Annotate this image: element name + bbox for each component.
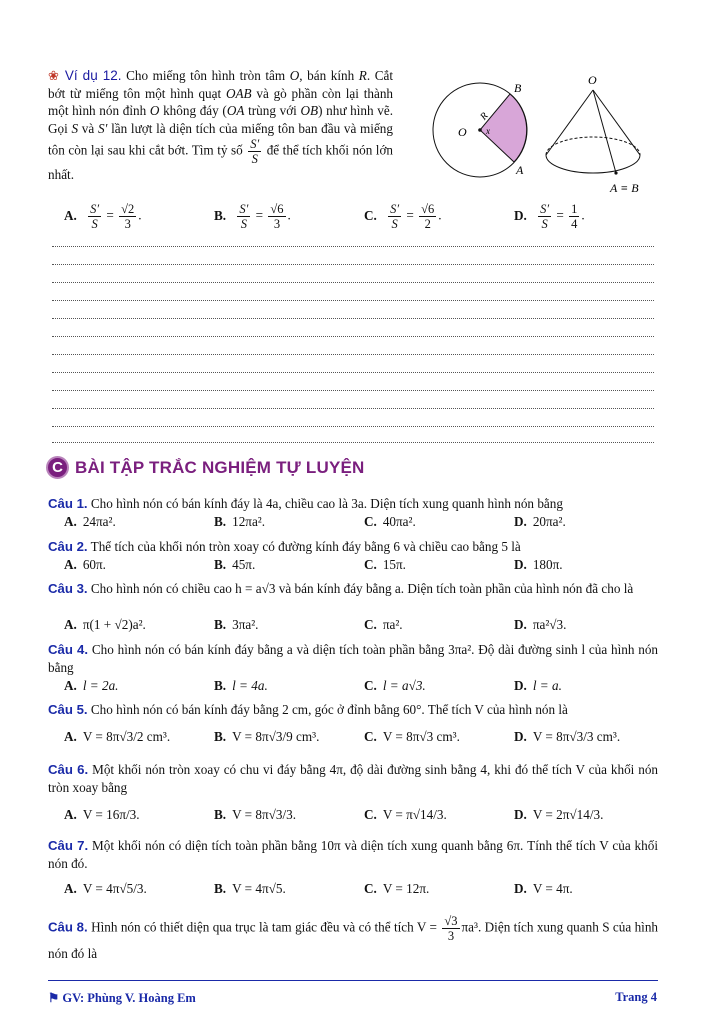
q2-option-d[interactable]: D. 180π.: [514, 557, 563, 572]
footer-page-number: Trang 4: [615, 990, 657, 1004]
q4-option-a[interactable]: A. l = 2a.: [64, 678, 119, 693]
q3-option-d[interactable]: D. πa²√3.: [514, 617, 567, 632]
question-6-options: [48, 806, 658, 824]
q6-option-a[interactable]: A. V = 16π/3.: [64, 807, 140, 822]
example-options: [48, 202, 658, 238]
q7-option-b[interactable]: B. V = 4π√5.: [214, 881, 286, 896]
example-option-b[interactable]: B. $\frac{S'}{S}$ = $\frac{√6}{3}$ .: [214, 202, 291, 231]
q3-option-c[interactable]: C. πa².: [364, 617, 403, 632]
question-7-options: [48, 880, 658, 898]
q7-option-d[interactable]: D. V = 4π.: [514, 881, 573, 896]
question-4: Câu 4. Cho hình nón có bán kính đáy bằng a và diện tích toàn phần bằng 3πa². Độ dài đường sinh l của hình nón bằng: [48, 642, 659, 675]
label-ab: A ≡ B: [610, 181, 639, 195]
q2-option-b[interactable]: B. 45π.: [214, 557, 256, 572]
question-4-options: [48, 677, 658, 695]
footer-divider: [48, 980, 658, 981]
dotted-line: [52, 246, 654, 247]
dotted-line: [52, 264, 654, 265]
circle-sector-figure: [410, 70, 545, 185]
q6-option-b[interactable]: B. V = 8π√3/3.: [214, 807, 297, 822]
q7-option-a[interactable]: A. V = 4π√5/3.: [64, 881, 147, 896]
ratio-fraction: $\frac{S'}{S}$: [250, 137, 260, 166]
question-5-options: [48, 728, 658, 746]
dotted-line: [52, 336, 654, 337]
graduation-cap-icon: ⚑: [48, 991, 60, 1005]
q6-option-c[interactable]: C. V = π√14/3.: [364, 807, 447, 822]
dotted-line: [52, 372, 654, 373]
dotted-line: [52, 442, 654, 443]
q3-option-b[interactable]: B. 3πa².: [214, 617, 259, 632]
puzzle-icon: ❀: [48, 68, 61, 83]
q1-option-c[interactable]: C. 40πa².: [364, 514, 416, 529]
question-3-options: [48, 616, 658, 634]
section-title: BÀI TẬP TRẮC NGHIỆM TỰ LUYỆN: [75, 457, 365, 477]
dotted-line: [52, 318, 654, 319]
example-option-c[interactable]: C. $\frac{S'}{S}$ = $\frac{√6}{2}$ .: [364, 202, 442, 231]
q5-option-b[interactable]: B. V = 8π√3/9 cm³.: [214, 729, 320, 744]
q4-option-c[interactable]: C. l = a√3.: [364, 678, 426, 693]
q3-option-a[interactable]: A. π(1 + √2)a².: [64, 617, 146, 632]
question-1: Câu 1. Cho hình nón có bán kính đáy là 4a, chiều cao là 3a. Diện tích xung quanh hình nón bằng: [48, 496, 563, 511]
q4-option-d[interactable]: D. l = a.: [514, 678, 562, 693]
q5-option-c[interactable]: C. V = 8π√3 cm³.: [364, 729, 460, 744]
example-12-text: ❀ Ví dụ 12. Cho miếng tôn hình tròn tâm O, bán kính R. Cắt bớt từ miếng tôn một hình quạt OAB và gò phần còn lại thành một hình nón đỉnh O không đáy (OA trùng với OB) như hình vẽ. Gọi S và S′ lần lượt là diện tích của miếng tôn ban đầu và miếng tôn còn lại sau khi cắt bớt. Tìm tỷ số $\frac{S'}{S}$ để thể tích khối nón lớn nhất.: [48, 68, 394, 182]
question-2: Câu 2. Thể tích của khối nón tròn xoay có đường kính đáy bằng 6 và chiều cao bằng 5 là: [48, 539, 521, 554]
q1-option-b[interactable]: B. 12πa².: [214, 514, 266, 529]
label-r: R: [478, 110, 491, 123]
example-option-d[interactable]: D. $\frac{S'}{S}$ = $\frac{1}{4}$ .: [514, 202, 585, 231]
dotted-line: [52, 390, 654, 391]
dotted-line: [52, 354, 654, 355]
question-1-options: [48, 513, 658, 531]
q6-option-d[interactable]: D. V = 2π√14/3.: [514, 807, 604, 822]
dotted-line: [52, 300, 654, 301]
example-option-a[interactable]: A. $\frac{S'}{S}$ = $\frac{√2}{3}$ .: [64, 202, 142, 231]
question-6: Câu 6. Một khối nón tròn xoay có chu vi đáy bằng 4π, độ dài đường sinh bằng 4, khi đó thể tích V của khối nón tròn xoay bằng: [48, 762, 659, 795]
label-o-circle: O: [458, 125, 467, 139]
q2-option-c[interactable]: C. 15π.: [364, 557, 406, 572]
q2-option-a[interactable]: A. 60π.: [64, 557, 106, 572]
dotted-line: [52, 282, 654, 283]
example-label: Ví dụ 12.: [64, 68, 122, 83]
question-5: Câu 5. Cho hình nón có bán kính đáy bằng 2 cm, góc ở đỉnh bằng 60°. Thể tích V của hình nón là: [48, 702, 568, 717]
q5-option-d[interactable]: D. V = 8π√3/3 cm³.: [514, 729, 621, 744]
footer-author: ⚑ GV: Phùng V. Hoàng Em: [48, 991, 196, 1005]
q1-option-d[interactable]: D. 20πa².: [514, 514, 566, 529]
question-7: Câu 7. Một khối nón có diện tích toàn phần bằng 10π và diện tích xung quanh bằng 6π. Tính thể tích V của khối nón đó.: [48, 838, 659, 871]
dotted-line: [52, 408, 654, 409]
question-3: Câu 3. Cho hình nón có chiều cao h = a√3 và bán kính đáy bằng a. Diện tích toàn phần của hình nón đã cho là: [48, 581, 634, 596]
dotted-line: [52, 426, 654, 427]
section-header: [46, 456, 365, 479]
section-badge: C: [46, 456, 69, 479]
q1-option-a[interactable]: A. 24πa².: [64, 514, 116, 529]
q4-option-b[interactable]: B. l = 4a.: [214, 678, 268, 693]
cone-figure: [540, 70, 660, 200]
label-x: x: [486, 126, 490, 136]
question-2-options: [48, 556, 658, 574]
label-a: A: [516, 163, 524, 177]
question-8: Câu 8. Hình nón có thiết diện qua trục là tam giác đều và có thể tích V = $\frac{√3}{3}$ πa³. Diện tích xung quanh S của hình nón đó là: [48, 914, 659, 961]
q8-fraction: $\frac{√3}{3}$: [444, 914, 458, 943]
label-o-cone: O: [588, 73, 597, 87]
label-b: B: [514, 81, 522, 95]
q5-option-a[interactable]: A. V = 8π√3/2 cm³.: [64, 729, 171, 744]
q7-option-c[interactable]: C. V = 12π.: [364, 881, 430, 896]
